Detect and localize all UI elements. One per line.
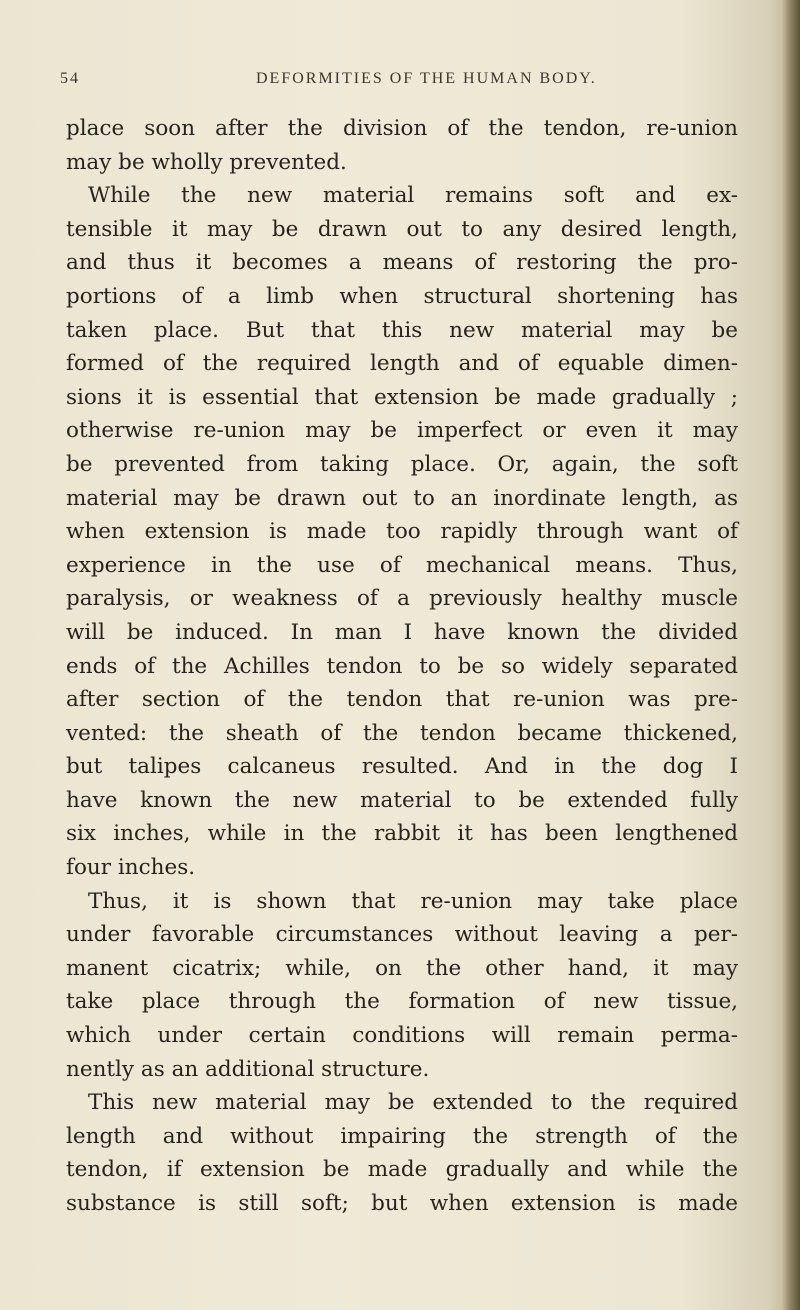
text-line: will be induced. In man I have known the divided [66,619,738,645]
page-edge [782,0,800,1310]
body-text [66,112,738,1221]
text-line: This new material may be extended to the required [88,1090,738,1116]
text-line: tensible it may be drawn out to any desired length, [66,216,738,242]
text-line: substance is still soft; but when extension is made [66,1191,738,1216]
text-line: otherwise re-union may be imperfect or even it may [66,418,738,444]
text-line: may be wholly prevented. [66,149,347,175]
text-line: take place through the formation of new tissue, [66,989,738,1015]
text-line: ends of the Achilles tendon to be so widely separated [66,653,738,679]
text-line: Thus, it is shown that re-union may take place [88,888,738,914]
text-line: While the new material remains soft and ex- [88,183,738,209]
text-line: paralysis, or weakness of a previously healthy muscle [66,586,738,612]
text-line: sions it is essential that extension be made gradually ; [66,384,738,410]
text-line: six inches, while in the rabbit it has been lengthened [66,821,738,847]
text-line: place soon after the division of the tendon, re-union [66,116,738,141]
text-line: taken place. But that this new material may be [66,317,738,343]
text-line: four inches. [66,855,196,881]
running-title: DEFORMITIES OF THE HUMAN BODY. [256,70,597,87]
text-line: after section of the tendon that re-union was pre- [66,687,738,713]
text-line: have known the new material to be extended fully [66,787,738,813]
text-line: formed of the required length and of equable dimen- [66,351,738,377]
text-line: manent cicatrix; while, on the other hand, it may [66,955,738,981]
text-line: when extension is made too rapidly through want of [66,519,738,545]
text-line: vented: the sheath of the tendon became thickened, [66,720,738,746]
page-number: 54 [60,70,80,87]
text-line: experience in the use of mechanical means. Thus, [66,552,738,578]
text-line: nently as an additional structure. [66,1056,430,1082]
text-line: portions of a limb when structural shortening has [66,283,738,309]
text-line: which under certain conditions will remain perma- [66,1023,738,1049]
text-line: material may be drawn out to an inordinate length, as [66,485,738,511]
running-head [60,70,740,94]
text-line: tendon, if extension be made gradually and while the [66,1157,738,1183]
text-line: under favorable circumstances without leaving a per- [66,922,738,948]
text-line: but talipes calcaneus resulted. And in the dog I [66,754,738,780]
text-line: and thus it becomes a means of restoring the pro- [66,250,738,276]
text-line: length and without impairing the strength of the [66,1123,738,1149]
text-line: be prevented from taking place. Or, again, the soft [66,451,738,477]
